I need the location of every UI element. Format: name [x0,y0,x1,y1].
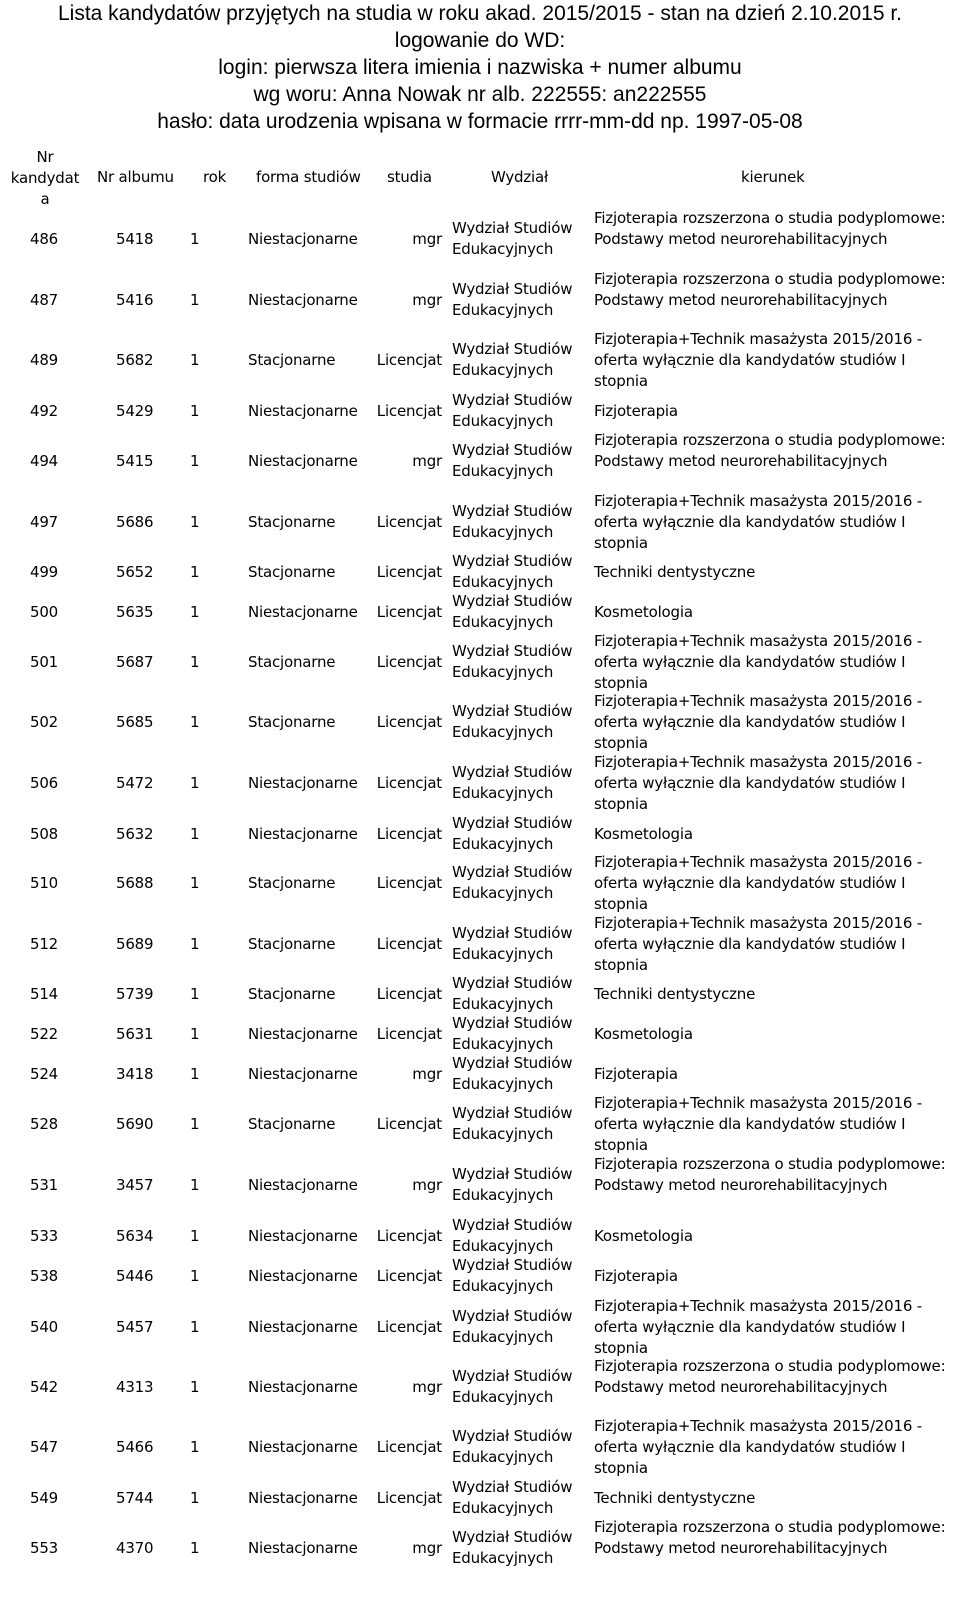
cell-wydzial: Wydział Studiów Edukacyjnych [452,863,573,902]
cell-forma: Niestacjonarne [248,774,358,792]
cell-rok: 1 [190,603,200,621]
cell-forma: Stacjonarne [248,563,336,581]
cell-kierunek: Fizjoterapia rozszerzona o studia podyplomowe: Podstawy metod neurorehabilitacyjnych [594,1155,946,1194]
cell-studia: Licencjat [376,1438,442,1456]
cell-kierunek: Techniki dentystyczne [594,1489,756,1507]
cell-album: 5739 [116,985,154,1003]
cell-album: 4370 [116,1539,154,1557]
cell-album: 5688 [116,874,154,892]
cell-studia: Licencjat [376,653,442,671]
cell-studia: Licencjat [376,563,442,581]
cell-rok: 1 [190,1115,200,1133]
cell-nr: 533 [30,1227,59,1245]
cell-wydzial: Wydział Studiów Edukacyjnych [452,340,573,379]
cell-rok: 1 [190,1438,200,1456]
cell-wydzial: Wydział Studiów Edukacyjnych [452,1216,573,1255]
cell-album: 5689 [116,935,154,953]
cell-rok: 1 [190,1176,200,1194]
cell-album: 5652 [116,563,154,581]
cell-kierunek: Fizjoterapia [594,1065,678,1083]
cell-kierunek: Fizjoterapia [594,1267,678,1285]
cell-album: 5632 [116,825,154,843]
cell-forma: Niestacjonarne [248,1025,358,1043]
cell-nr: 499 [30,563,59,581]
cell-studia: Licencjat [376,1318,442,1336]
cell-kierunek: Fizjoterapia+Technik masażysta 2015/2016 - oferta wyłącznie dla kandydatów studiów I stopnia [594,753,922,813]
cell-wydzial: Wydział Studiów Edukacyjnych [452,592,573,631]
cell-kierunek: Fizjoterapia rozszerzona o studia podyplomowe: Podstawy metod neurorehabilitacyjnych [594,431,946,470]
cell-studia: mgr [412,1539,442,1557]
cell-nr: 512 [30,935,59,953]
cell-rok: 1 [190,563,200,581]
cell-wydzial: Wydział Studiów Edukacyjnych [452,502,573,541]
cell-nr: 547 [30,1438,59,1456]
cell-nr: 487 [30,291,59,309]
cell-nr: 506 [30,774,59,792]
cell-wydzial: Wydział Studiów Edukacyjnych [452,763,573,802]
cell-nr: 492 [30,402,59,420]
cell-rok: 1 [190,935,200,953]
cell-nr: 508 [30,825,59,843]
cell-nr: 500 [30,603,59,621]
cell-studia: Licencjat [376,935,442,953]
cell-kierunek: Fizjoterapia+Technik masażysta 2015/2016 - oferta wyłącznie dla kandydatów studiów I stopnia [594,632,922,692]
cell-nr: 489 [30,351,59,369]
cell-album: 5687 [116,653,154,671]
cell-nr: 522 [30,1025,59,1043]
cell-nr: 514 [30,985,59,1003]
cell-forma: Niestacjonarne [248,1227,358,1245]
cell-album: 4313 [116,1378,154,1396]
column-header-album: Nr albumu [97,168,174,186]
cell-rok: 1 [190,513,200,531]
cell-wydzial: Wydział Studiów Edukacyjnych [452,1367,573,1406]
cell-nr: 528 [30,1115,59,1133]
cell-studia: mgr [412,230,442,248]
login-heading: logowanie do WD: [394,29,566,52]
cell-forma: Niestacjonarne [248,230,358,248]
cell-studia: Licencjat [376,603,442,621]
cell-album: 5429 [116,402,154,420]
cell-rok: 1 [190,1227,200,1245]
cell-forma: Stacjonarne [248,653,336,671]
cell-forma: Niestacjonarne [248,1065,358,1083]
cell-wydzial: Wydział Studiów Edukacyjnych [452,1307,573,1346]
cell-nr: 538 [30,1267,59,1285]
cell-forma: Stacjonarne [248,513,336,531]
cell-album: 3457 [116,1176,154,1194]
cell-nr: 549 [30,1489,59,1507]
cell-nr: 486 [30,230,59,248]
cell-forma: Niestacjonarne [248,402,358,420]
cell-wydzial: Wydział Studiów Edukacyjnych [452,642,573,681]
cell-studia: Licencjat [376,1025,442,1043]
cell-wydzial: Wydział Studiów Edukacyjnych [452,974,573,1013]
cell-nr: 501 [30,653,59,671]
cell-album: 5457 [116,1318,154,1336]
cell-album: 5466 [116,1438,154,1456]
cell-nr: 540 [30,1318,59,1336]
cell-nr: 542 [30,1378,59,1396]
cell-studia: Licencjat [376,1227,442,1245]
cell-rok: 1 [190,1318,200,1336]
cell-kierunek: Techniki dentystyczne [594,563,756,581]
cell-studia: Licencjat [376,513,442,531]
cell-kierunek: Fizjoterapia [594,402,678,420]
cell-forma: Stacjonarne [248,1115,336,1133]
column-header-nr: Nr kandydat a [10,148,80,208]
cell-studia: Licencjat [376,985,442,1003]
cell-kierunek: Kosmetologia [594,603,693,621]
cell-studia: Licencjat [376,402,442,420]
cell-rok: 1 [190,1065,200,1083]
cell-wydzial: Wydział Studiów Edukacyjnych [452,219,573,258]
cell-rok: 1 [190,774,200,792]
cell-album: 5682 [116,351,154,369]
cell-studia: mgr [412,1065,442,1083]
cell-album: 5635 [116,603,154,621]
cell-studia: Licencjat [376,351,442,369]
cell-kierunek: Fizjoterapia rozszerzona o studia podyplomowe: Podstawy metod neurorehabilitacyjnych [594,209,946,248]
cell-wydzial: Wydział Studiów Edukacyjnych [452,1256,573,1295]
cell-kierunek: Kosmetologia [594,1227,693,1245]
cell-album: 5690 [116,1115,154,1133]
cell-nr: 531 [30,1176,59,1194]
cell-wydzial: Wydział Studiów Edukacyjnych [452,441,573,480]
cell-album: 5418 [116,230,154,248]
cell-rok: 1 [190,653,200,671]
cell-forma: Stacjonarne [248,713,336,731]
cell-nr: 494 [30,452,59,470]
cell-wydzial: Wydział Studiów Edukacyjnych [452,814,573,853]
cell-forma: Niestacjonarne [248,1176,358,1194]
cell-album: 5634 [116,1227,154,1245]
cell-rok: 1 [190,452,200,470]
cell-wydzial: Wydział Studiów Edukacyjnych [452,924,573,963]
cell-wydzial: Wydział Studiów Edukacyjnych [452,1427,573,1466]
cell-rok: 1 [190,1025,200,1043]
cell-kierunek: Fizjoterapia rozszerzona o studia podyplomowe: Podstawy metod neurorehabilitacyjnych [594,1357,946,1396]
cell-nr: 524 [30,1065,59,1083]
cell-studia: Licencjat [376,874,442,892]
login-example: wg woru: Anna Nowak nr alb. 222555: an222555 [253,83,707,106]
cell-kierunek: Techniki dentystyczne [594,985,756,1003]
cell-wydzial: Wydział Studiów Edukacyjnych [452,1478,573,1517]
cell-rok: 1 [190,985,200,1003]
cell-album: 5685 [116,713,154,731]
cell-album: 5415 [116,452,154,470]
cell-studia: mgr [412,291,442,309]
cell-nr: 497 [30,513,59,531]
cell-studia: mgr [412,1176,442,1194]
cell-forma: Niestacjonarne [248,1318,358,1336]
cell-forma: Niestacjonarne [248,1539,358,1557]
cell-studia: mgr [412,452,442,470]
cell-rok: 1 [190,1539,200,1557]
cell-forma: Stacjonarne [248,351,336,369]
cell-kierunek: Fizjoterapia+Technik masażysta 2015/2016 - oferta wyłącznie dla kandydatów studiów I stopnia [594,1094,922,1154]
cell-forma: Niestacjonarne [248,452,358,470]
cell-kierunek: Fizjoterapia rozszerzona o studia podyplomowe: Podstawy metod neurorehabilitacyjnych [594,270,946,309]
cell-wydzial: Wydział Studiów Edukacyjnych [452,280,573,319]
cell-studia: Licencjat [376,825,442,843]
cell-wydzial: Wydział Studiów Edukacyjnych [452,702,573,741]
cell-kierunek: Fizjoterapia+Technik masażysta 2015/2016 - oferta wyłącznie dla kandydatów studiów I stopnia [594,914,922,974]
cell-rok: 1 [190,1489,200,1507]
cell-album: 5472 [116,774,154,792]
cell-wydzial: Wydział Studiów Edukacyjnych [452,1014,573,1053]
cell-kierunek: Fizjoterapia rozszerzona o studia podyplomowe: Podstawy metod neurorehabilitacyjnych [594,1518,946,1557]
cell-forma: Niestacjonarne [248,291,358,309]
cell-forma: Niestacjonarne [248,1267,358,1285]
cell-album: 5744 [116,1489,154,1507]
cell-album: 5686 [116,513,154,531]
cell-kierunek: Fizjoterapia+Technik masażysta 2015/2016 - oferta wyłącznie dla kandydatów studiów I stopnia [594,330,922,390]
cell-rok: 1 [190,1267,200,1285]
cell-studia: Licencjat [376,774,442,792]
cell-album: 5631 [116,1025,154,1043]
cell-rok: 1 [190,1378,200,1396]
cell-wydzial: Wydział Studiów Edukacyjnych [452,1104,573,1143]
cell-wydzial: Wydział Studiów Edukacyjnych [452,1165,573,1204]
column-header-studia: studia [387,168,432,186]
column-header-wydzial: Wydział [491,168,549,186]
cell-forma: Stacjonarne [248,935,336,953]
cell-nr: 510 [30,874,59,892]
cell-kierunek: Fizjoterapia+Technik masażysta 2015/2016 - oferta wyłącznie dla kandydatów studiów I stopnia [594,1417,922,1477]
cell-studia: Licencjat [376,713,442,731]
cell-wydzial: Wydział Studiów Edukacyjnych [452,1528,573,1567]
cell-wydzial: Wydział Studiów Edukacyjnych [452,1054,573,1093]
cell-forma: Niestacjonarne [248,1438,358,1456]
cell-kierunek: Fizjoterapia+Technik masażysta 2015/2016 - oferta wyłącznie dla kandydatów studiów I stopnia [594,692,922,752]
cell-kierunek: Kosmetologia [594,1025,693,1043]
document-title: Lista kandydatów przyjętych na studia w roku akad. 2015/2015 - stan na dzień 2.10.2015 r. [57,2,903,25]
cell-forma: Stacjonarne [248,985,336,1003]
cell-studia: Licencjat [376,1267,442,1285]
cell-album: 3418 [116,1065,154,1083]
cell-forma: Stacjonarne [248,874,336,892]
cell-forma: Niestacjonarne [248,603,358,621]
cell-studia: Licencjat [376,1115,442,1133]
cell-studia: Licencjat [376,1489,442,1507]
column-header-rok: rok [203,168,227,186]
cell-rok: 1 [190,351,200,369]
cell-kierunek: Fizjoterapia+Technik masażysta 2015/2016 - oferta wyłącznie dla kandydatów studiów I stopnia [594,492,922,552]
cell-album: 5446 [116,1267,154,1285]
login-rule: login: pierwsza litera imienia i nazwiska + numer albumu [218,56,742,79]
cell-rok: 1 [190,230,200,248]
cell-kierunek: Kosmetologia [594,825,693,843]
cell-studia: mgr [412,1378,442,1396]
cell-rok: 1 [190,825,200,843]
cell-rok: 1 [190,874,200,892]
column-header-forma: forma studiów [256,168,361,186]
cell-wydzial: Wydział Studiów Edukacyjnych [452,552,573,591]
cell-forma: Niestacjonarne [248,1489,358,1507]
password-rule: hasło: data urodzenia wpisana w formacie rrrr-mm-dd np. 1997-05-08 [157,110,803,133]
cell-rok: 1 [190,291,200,309]
cell-forma: Niestacjonarne [248,1378,358,1396]
cell-album: 5416 [116,291,154,309]
cell-rok: 1 [190,713,200,731]
cell-kierunek: Fizjoterapia+Technik masażysta 2015/2016 - oferta wyłącznie dla kandydatów studiów I stopnia [594,1297,922,1357]
cell-rok: 1 [190,402,200,420]
cell-kierunek: Fizjoterapia+Technik masażysta 2015/2016 - oferta wyłącznie dla kandydatów studiów I stopnia [594,853,922,913]
column-header-kierunek: kierunek [741,168,805,186]
cell-wydzial: Wydział Studiów Edukacyjnych [452,391,573,430]
cell-forma: Niestacjonarne [248,825,358,843]
cell-nr: 553 [30,1539,59,1557]
cell-nr: 502 [30,713,59,731]
